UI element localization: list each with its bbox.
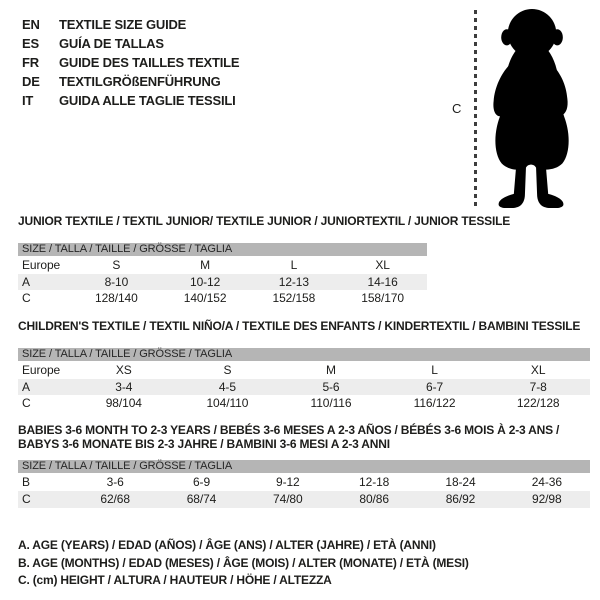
height-dashed-line [474,10,477,208]
language-title: GUIDA ALLE TAGLIE TESSILI [59,93,236,108]
size-cell: 98/104 [105,396,142,410]
footnotes [18,537,469,590]
table-row [18,274,427,290]
size-cell: L [431,363,438,377]
language-row-es [22,34,239,53]
size-cell: 140/152 [183,291,227,305]
language-row-it [22,91,239,110]
size-cell: 14-16 [367,275,398,289]
size-cell: 8-10 [104,275,129,289]
language-title: TEXTILGRÖßENFÜHRUNG [59,74,221,89]
size-cell: 3-6 [106,475,124,489]
row-label: A [22,275,30,289]
language-title: GUÍA DE TALLAS [59,36,164,51]
size-cell: 158/170 [361,291,404,305]
size-cell: 6-7 [426,380,444,394]
language-row-fr [22,53,239,72]
row-label: C [22,396,31,410]
language-code: DE [22,74,40,89]
language-row-de [22,72,239,91]
size-cell: 80/86 [359,492,389,506]
size-cell: 10-12 [190,275,221,289]
size-header-bar: SIZE / TALLA / TAILLE / GRÖSSE / TAGLIA [18,460,590,473]
footnote-b: B. AGE (MONTHS) / EDAD (MESES) / ÂGE (MOIS) / ALTER (MONATE) / ETÀ (MESI) [18,555,469,570]
size-cell: 110/116 [310,396,352,410]
footnote-a: A. AGE (YEARS) / EDAD (AÑOS) / ÂGE (ANS) / ALTER (JAHRE) / ETÀ (ANNI) [18,538,436,552]
size-cell: S [223,363,232,377]
table-row [18,362,590,379]
size-cell: XL [375,258,390,272]
row-label: Europe [22,363,61,377]
size-cell: 104/110 [206,396,249,410]
row-label: B [22,475,30,489]
language-code: EN [22,17,40,32]
language-title: TEXTILE SIZE GUIDE [59,17,187,32]
row-label: Europe [22,258,61,272]
size-cell: 5-6 [322,380,340,394]
size-cell: 9-12 [276,475,300,489]
junior-textile-section [18,214,511,306]
table-title: CHILDREN'S TEXTILE / TEXTIL NIÑO/A / TEXTILE DES ENFANTS / KINDERTEXTIL / BAMBINI TESSILE [18,319,581,333]
toddler-silhouette [478,6,582,208]
size-cell: 12-18 [359,475,390,489]
size-cell: 24-36 [531,475,562,489]
language-code: ES [22,36,39,51]
row-label: C [22,291,31,305]
language-header [22,15,239,110]
footnote-c: C. (cm) HEIGHT / ALTURA / HAUTEUR / HÖHE / ALTEZZA [18,573,332,587]
childrens-textile-section [18,319,590,411]
size-cell: S [112,258,121,272]
size-cell: 74/80 [273,492,303,506]
size-cell: 3-4 [115,380,133,394]
size-cell: 12-13 [278,275,309,289]
language-row-en [22,15,239,34]
row-label: C [22,492,31,506]
language-title: GUIDE DES TAILLES TEXTILE [59,55,240,70]
size-cell: 6-9 [192,475,211,489]
size-cell: 86/92 [445,492,476,506]
babies-textile-section [18,423,590,508]
table-title: JUNIOR TEXTILE / TEXTIL JUNIOR/ TEXTILE JUNIOR / JUNIORTEXTIL / JUNIOR TESSILE [18,214,511,228]
size-cell: M [326,363,336,377]
table-row [18,379,590,395]
size-cell: 92/98 [532,492,562,506]
size-cell: XL [530,363,546,377]
size-cell: 4-5 [218,380,236,394]
language-code: IT [22,93,34,108]
size-header-bar: SIZE / TALLA / TAILLE / GRÖSSE / TAGLIA [18,348,590,361]
size-cell: 116/122 [413,396,456,410]
table-row [18,395,590,411]
table-title: BABIES 3-6 MONTH TO 2-3 YEARS / BEBÉS 3-6 MESES A 2-3 AÑOS / BÉBÉS 3-6 MOIS À 2-3 ANS / BABYS 3-6 MONATE BIS 2-3 JAHRE / BAMBINI 3-6 MESI A 2-3 ANNI [18,423,560,451]
size-cell: 62/68 [100,492,130,506]
table-row [18,491,590,508]
table-row [18,257,427,274]
height-marker-label: C [452,101,462,116]
size-cell: L [290,258,298,272]
size-cell: 128/140 [95,291,138,305]
size-cell: 18-24 [445,475,476,489]
size-header-bar: SIZE / TALLA / TAILLE / GRÖSSE / TAGLIA [18,243,427,256]
table-row [18,474,590,491]
language-code: FR [22,55,39,70]
size-cell: 68/74 [186,492,217,506]
size-cell: 152/158 [272,291,316,305]
size-cell: M [200,258,211,272]
row-label: A [22,380,30,394]
size-cell: XS [115,363,132,377]
size-cell: 122/128 [516,396,560,410]
table-row [18,290,427,306]
size-cell: 7-8 [529,380,547,394]
